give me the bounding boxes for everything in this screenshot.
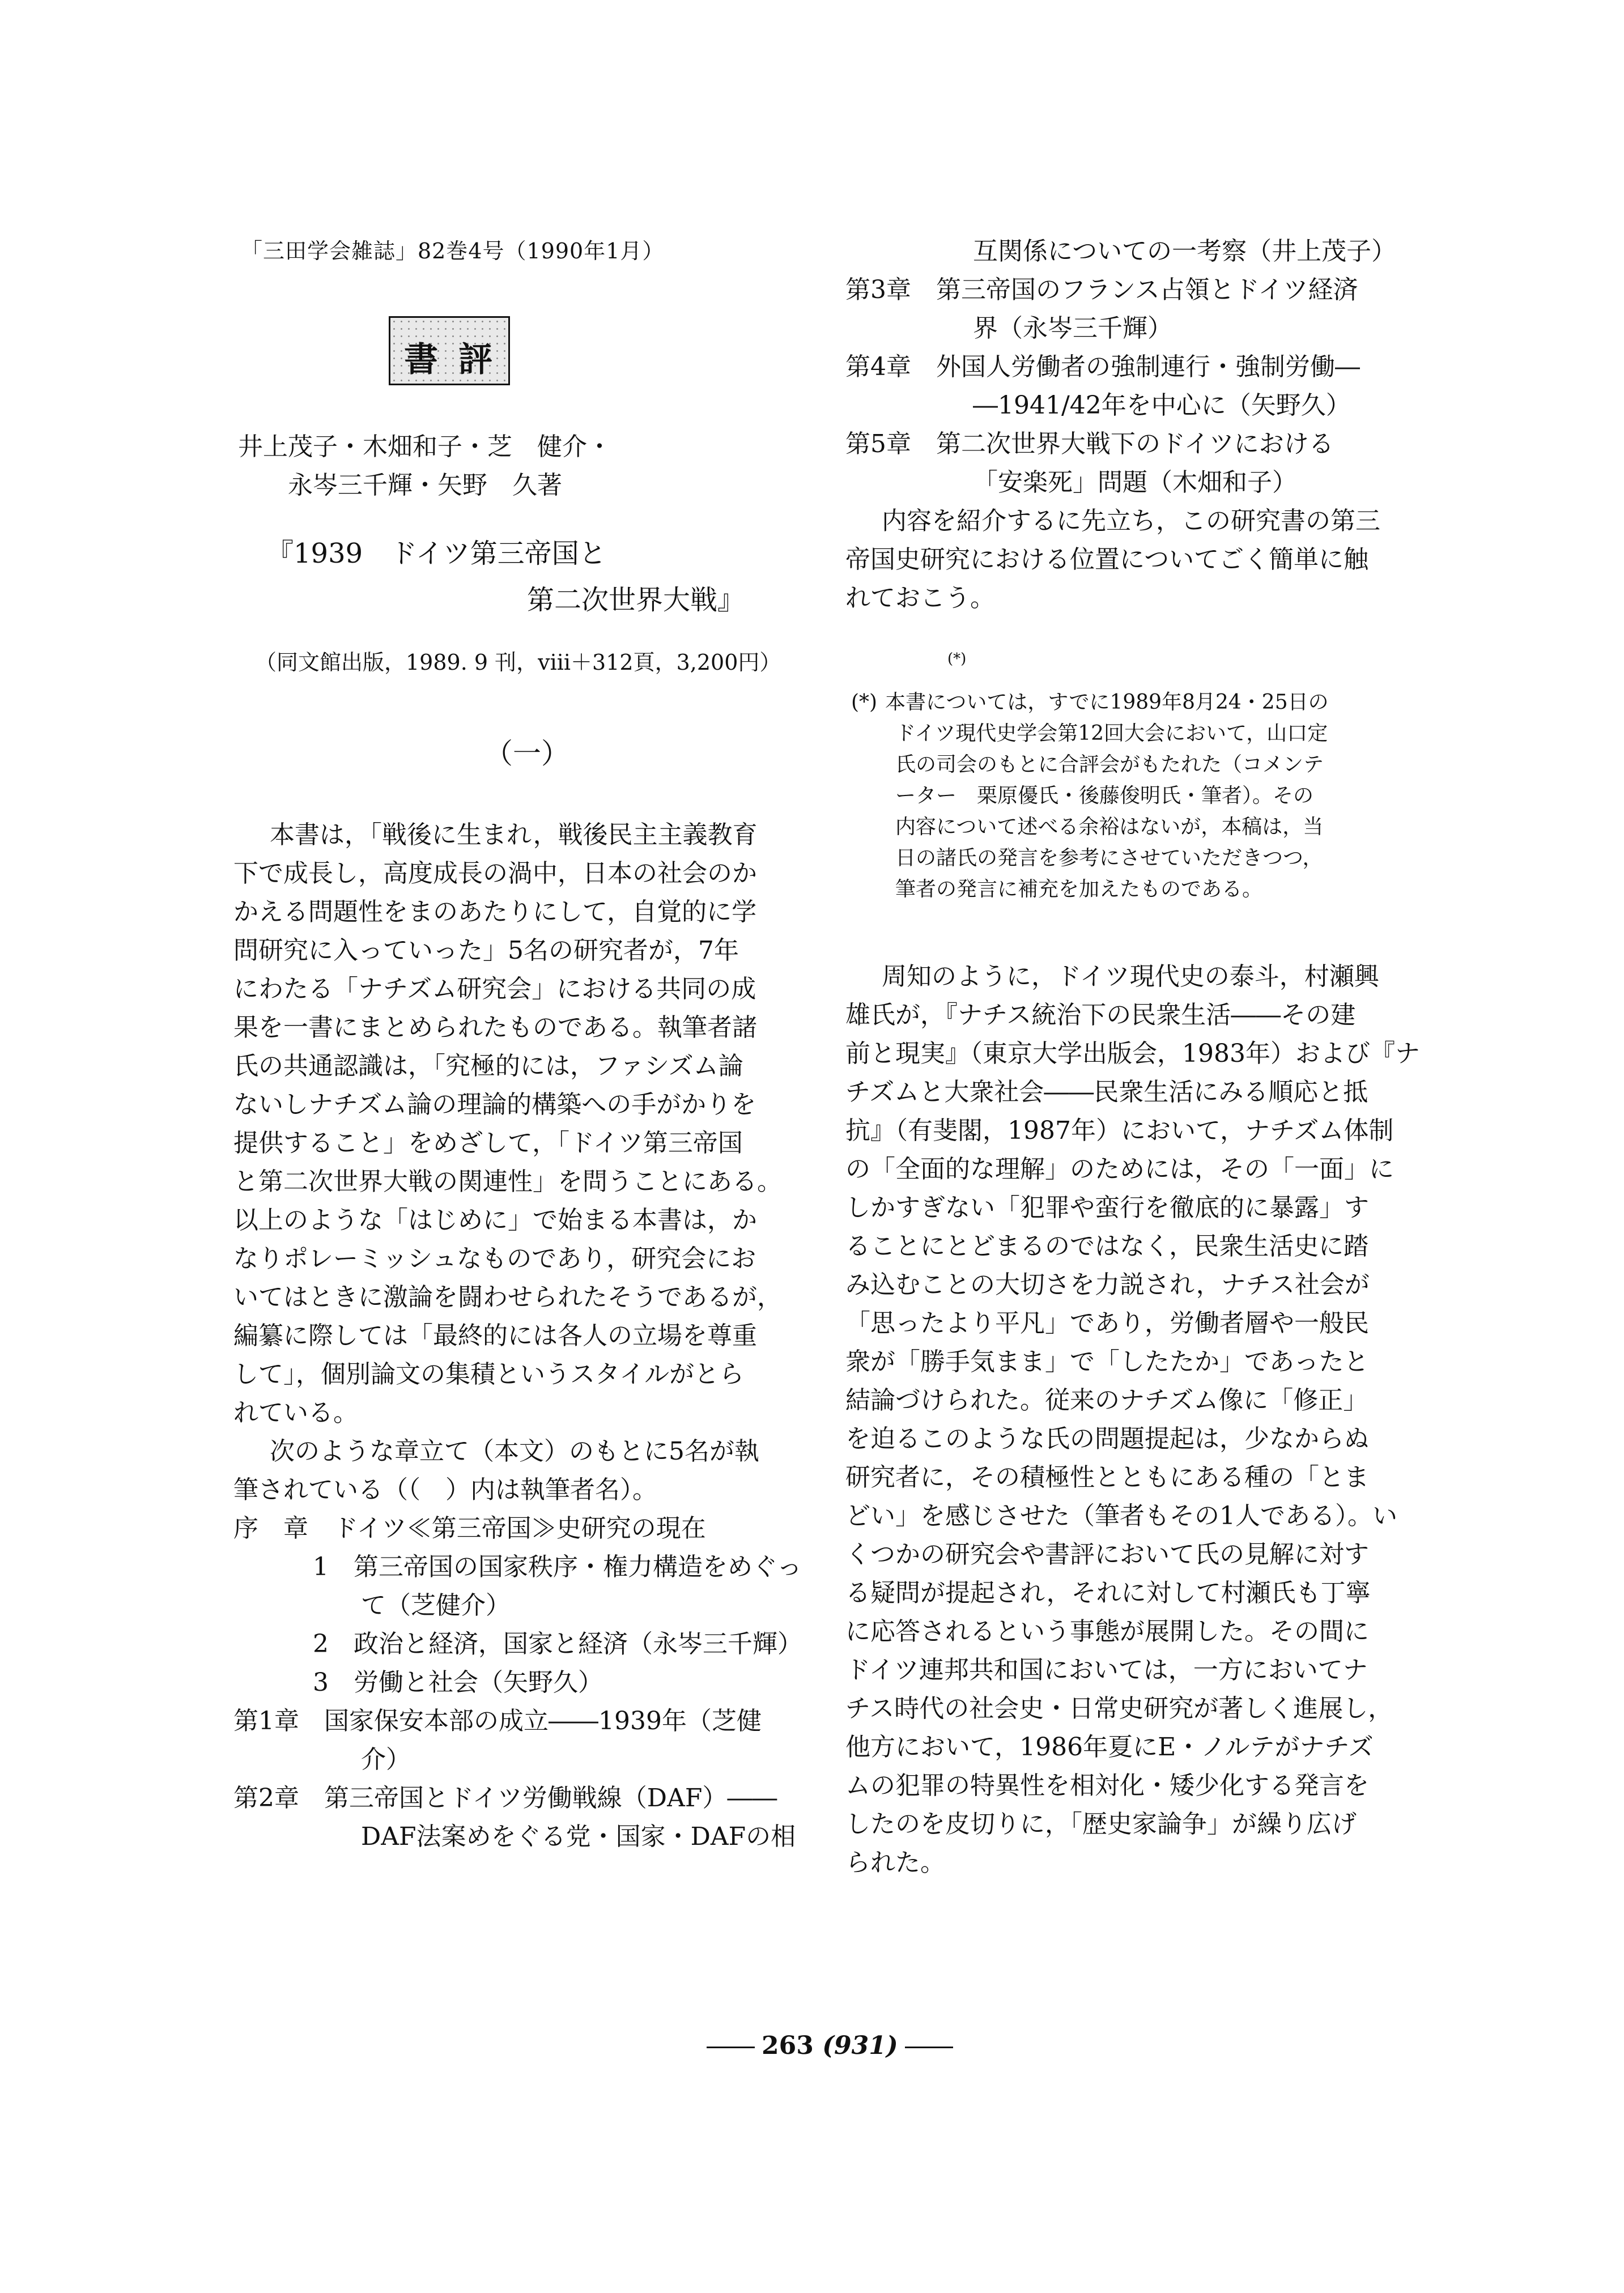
text-line: られた。 [845, 1848, 945, 1877]
book-review-stamp [389, 316, 510, 385]
text-line: ないしナチズム論の理論的構築への手がかりを [233, 1090, 756, 1119]
authors-line-2: 永岑三千輝・矢野 久著 [288, 471, 562, 500]
page-footer [700, 2031, 960, 2060]
text-line: DAF法案めをぐる党・国家・DAFの相 [361, 1822, 796, 1851]
text-line: チズムと大衆社会――民衆生活にみる順応と抵 [845, 1078, 1368, 1107]
text-line: 果を一書にまとめられたものである。執筆者諸 [233, 1013, 757, 1042]
text-line: 本書は，「戦後に生まれ，戦後民主主義教育 [270, 820, 758, 849]
text-line: を迫るこのような氏の問題提起は，少なからぬ [845, 1424, 1369, 1453]
journal-citation: 「三田学会雑誌」82巻4号（1990年1月） [241, 239, 665, 263]
text-line: 1 第三帝国の国家秩序・権力構造をめぐっ [313, 1552, 802, 1581]
text-line: 研究者に，その積極性とともにある種の「とま [845, 1463, 1369, 1492]
section-heading: （一） [484, 737, 569, 770]
footnote-line: 筆者の発言に補充を加えたものである。 [895, 878, 1263, 901]
authors-line-1: 井上茂子・木畑和子・芝 健介・ [238, 432, 612, 461]
text-line: チス時代の社会史・日常史研究が著しく進展し， [845, 1694, 1393, 1723]
text-line: どい」を感じさせた（筆者もその1人である）。い [845, 1501, 1397, 1530]
text-line: 内容を紹介するに先立ち，この研究書の第三 [882, 507, 1380, 535]
text-line: 第2章 第三帝国とドイツ労働戦線（DAF）―― [233, 1784, 777, 1813]
text-line: ―1941/42年を中心に（矢野久） [973, 391, 1351, 420]
text-line: いてはときに激論を闘わせられたそうであるが， [233, 1283, 782, 1312]
footnote-line [851, 687, 1329, 718]
text-line: れている。 [233, 1398, 358, 1427]
text-line: 互関係についての一考察（井上茂子） [973, 237, 1397, 266]
text-line: したのを皮切りに，「歴史家論争」が繰り広げ [845, 1810, 1357, 1839]
footnote-text: 本書については，すでに1989年8月24・25日の [885, 691, 1329, 714]
text-line: 衆が「勝手気まま」で「したたか」であったと [845, 1347, 1369, 1376]
text-line: 抗』（有斐閣，1987年）において，ナチズム体制 [845, 1116, 1394, 1145]
text-line: 氏の共通認識は，「究極的には，ファシズム論 [233, 1052, 743, 1080]
right-column-body [845, 958, 1423, 1882]
text-line: 第3章 第三帝国のフランス占領とドイツ経済 [845, 275, 1358, 304]
text-line: 下で成長し，高度成長の渦中，日本の社会のか [233, 859, 757, 888]
text-line: み込むことの大切さを力説され，ナチス社会が [845, 1270, 1370, 1299]
text-line: 前と現実』（東京大学出版会，1983年）および『ナ [845, 1039, 1420, 1068]
left-column [233, 816, 800, 1856]
volume-page-number: (931) [822, 2031, 898, 2060]
text-line: 2 政治と経済，国家と経済（永岑三千輝） [313, 1630, 802, 1658]
text-line: 3 労働と社会（矢野久） [313, 1668, 603, 1697]
footnote-line: 氏の司会のもとに合評会がもたれた（コメンテ [895, 753, 1324, 776]
text-line: と第二次世界大戦の関連性」を問うことにある。 [233, 1167, 782, 1196]
text-line: 帝国史研究における位置についてごく簡単に触 [845, 545, 1369, 574]
text-line: 編纂に際しては「最終的には各人の立場を尊重 [233, 1321, 757, 1350]
text-line: しかすぎない「犯罪や蛮行を徹底的に暴露」す [845, 1193, 1369, 1222]
text-line: 問研究に入っていった」5名の研究者が，7年 [233, 936, 739, 965]
footnote-label: (*) [851, 691, 878, 714]
text-line: 界（永岑三千輝） [973, 314, 1172, 343]
footer-dash-right [905, 2047, 953, 2048]
text-line: ムの犯罪の特異性を相対化・矮少化する発言を [845, 1771, 1369, 1800]
text-line: 「思ったより平凡」であり，労働者層や一般民 [845, 1309, 1369, 1338]
text-line: 雄氏が，『ナチス統治下の民衆生活――その建 [845, 1001, 1356, 1029]
text-line: 「安楽死」問題（木畑和子） [973, 468, 1297, 497]
footer-dash-left [707, 2047, 755, 2048]
publication-info: （同文館出版，1989. 9 刊，viii＋312頁，3,200円） [255, 650, 781, 675]
footnote-line: ーター 栗原優氏・後藤俊明氏・筆者）。その [895, 784, 1314, 807]
text-line: て（芝健介） [361, 1591, 511, 1620]
text-line: にわたる「ナチズム研究会」における共同の成 [233, 975, 756, 1003]
text-line: 周知のように，ドイツ現代史の泰斗，村瀬興 [882, 962, 1379, 991]
text-line: 第5章 第二次世界大戦下のドイツにおける [845, 429, 1334, 458]
text-line: れておこう。 [845, 584, 995, 612]
right-column-contents [845, 232, 1423, 618]
text-line: 筆されている（（ ）内は執筆者名）。 [233, 1475, 657, 1504]
footnote-reference: (*) [947, 650, 967, 667]
text-line: 次のような章立て（本文）のもとに5名が執 [270, 1437, 759, 1466]
text-line: なりポレーミッシュなものであり，研究会にお [233, 1244, 756, 1273]
text-line: 他方において，1986年夏にE・ノルテがナチズ [845, 1733, 1374, 1762]
page-number: 263 [762, 2031, 814, 2060]
text-line: 第4章 外国人労働者の強制連行・強制労働― [845, 352, 1360, 381]
text-line: 結論づけられた。従来のナチズム像に「修正」 [845, 1386, 1368, 1415]
footnote-line: ドイツ現代史学会第12回大会において，山口定 [895, 722, 1328, 745]
text-line: 介） [361, 1745, 411, 1774]
text-line: 第1章 国家保安本部の成立――1939年（芝健 [233, 1707, 762, 1735]
text-line: る疑問が提起され，それに対して村瀬氏も丁寧 [845, 1579, 1371, 1607]
book-title-line-1: 『1939 ドイツ第三帝国と [266, 538, 606, 569]
stamp-char-1: 書 [404, 340, 438, 380]
text-line: 提供すること」をめざして，「ドイツ第三帝国 [233, 1129, 743, 1158]
text-line: くつかの研究会や書評において氏の見解に対す [845, 1540, 1369, 1569]
footnote-line: 日の諸氏の発言を参考にさせていただきつつ， [895, 846, 1323, 870]
text-line: かえる問題性をまのあたりにして，自覚的に学 [233, 897, 757, 926]
text-line: 以上のような「はじめに」で始まる本書は，か [233, 1206, 757, 1235]
text-line: の「全面的な理解」のためには，その「一面」に [845, 1155, 1394, 1184]
text-line: に応答されるという事態が展開した。その間に [845, 1617, 1369, 1646]
stamp-char-2: 評 [458, 340, 492, 380]
text-line: ドイツ連邦共和国においては，一方においてナ [845, 1656, 1368, 1684]
footnote [851, 687, 1329, 905]
text-line: ることにとどまるのではなく，民衆生活史に踏 [845, 1232, 1369, 1261]
text-line: して」，個別論文の集積というスタイルがとら [233, 1360, 745, 1389]
footnote-line: 内容について述べる余裕はないが，本稿は，当 [895, 815, 1324, 839]
book-title-line-2: 第二次世界大戦』 [527, 584, 745, 616]
text-line: 序 章 ドイツ≪第三帝国≫史研究の現在 [233, 1514, 706, 1543]
